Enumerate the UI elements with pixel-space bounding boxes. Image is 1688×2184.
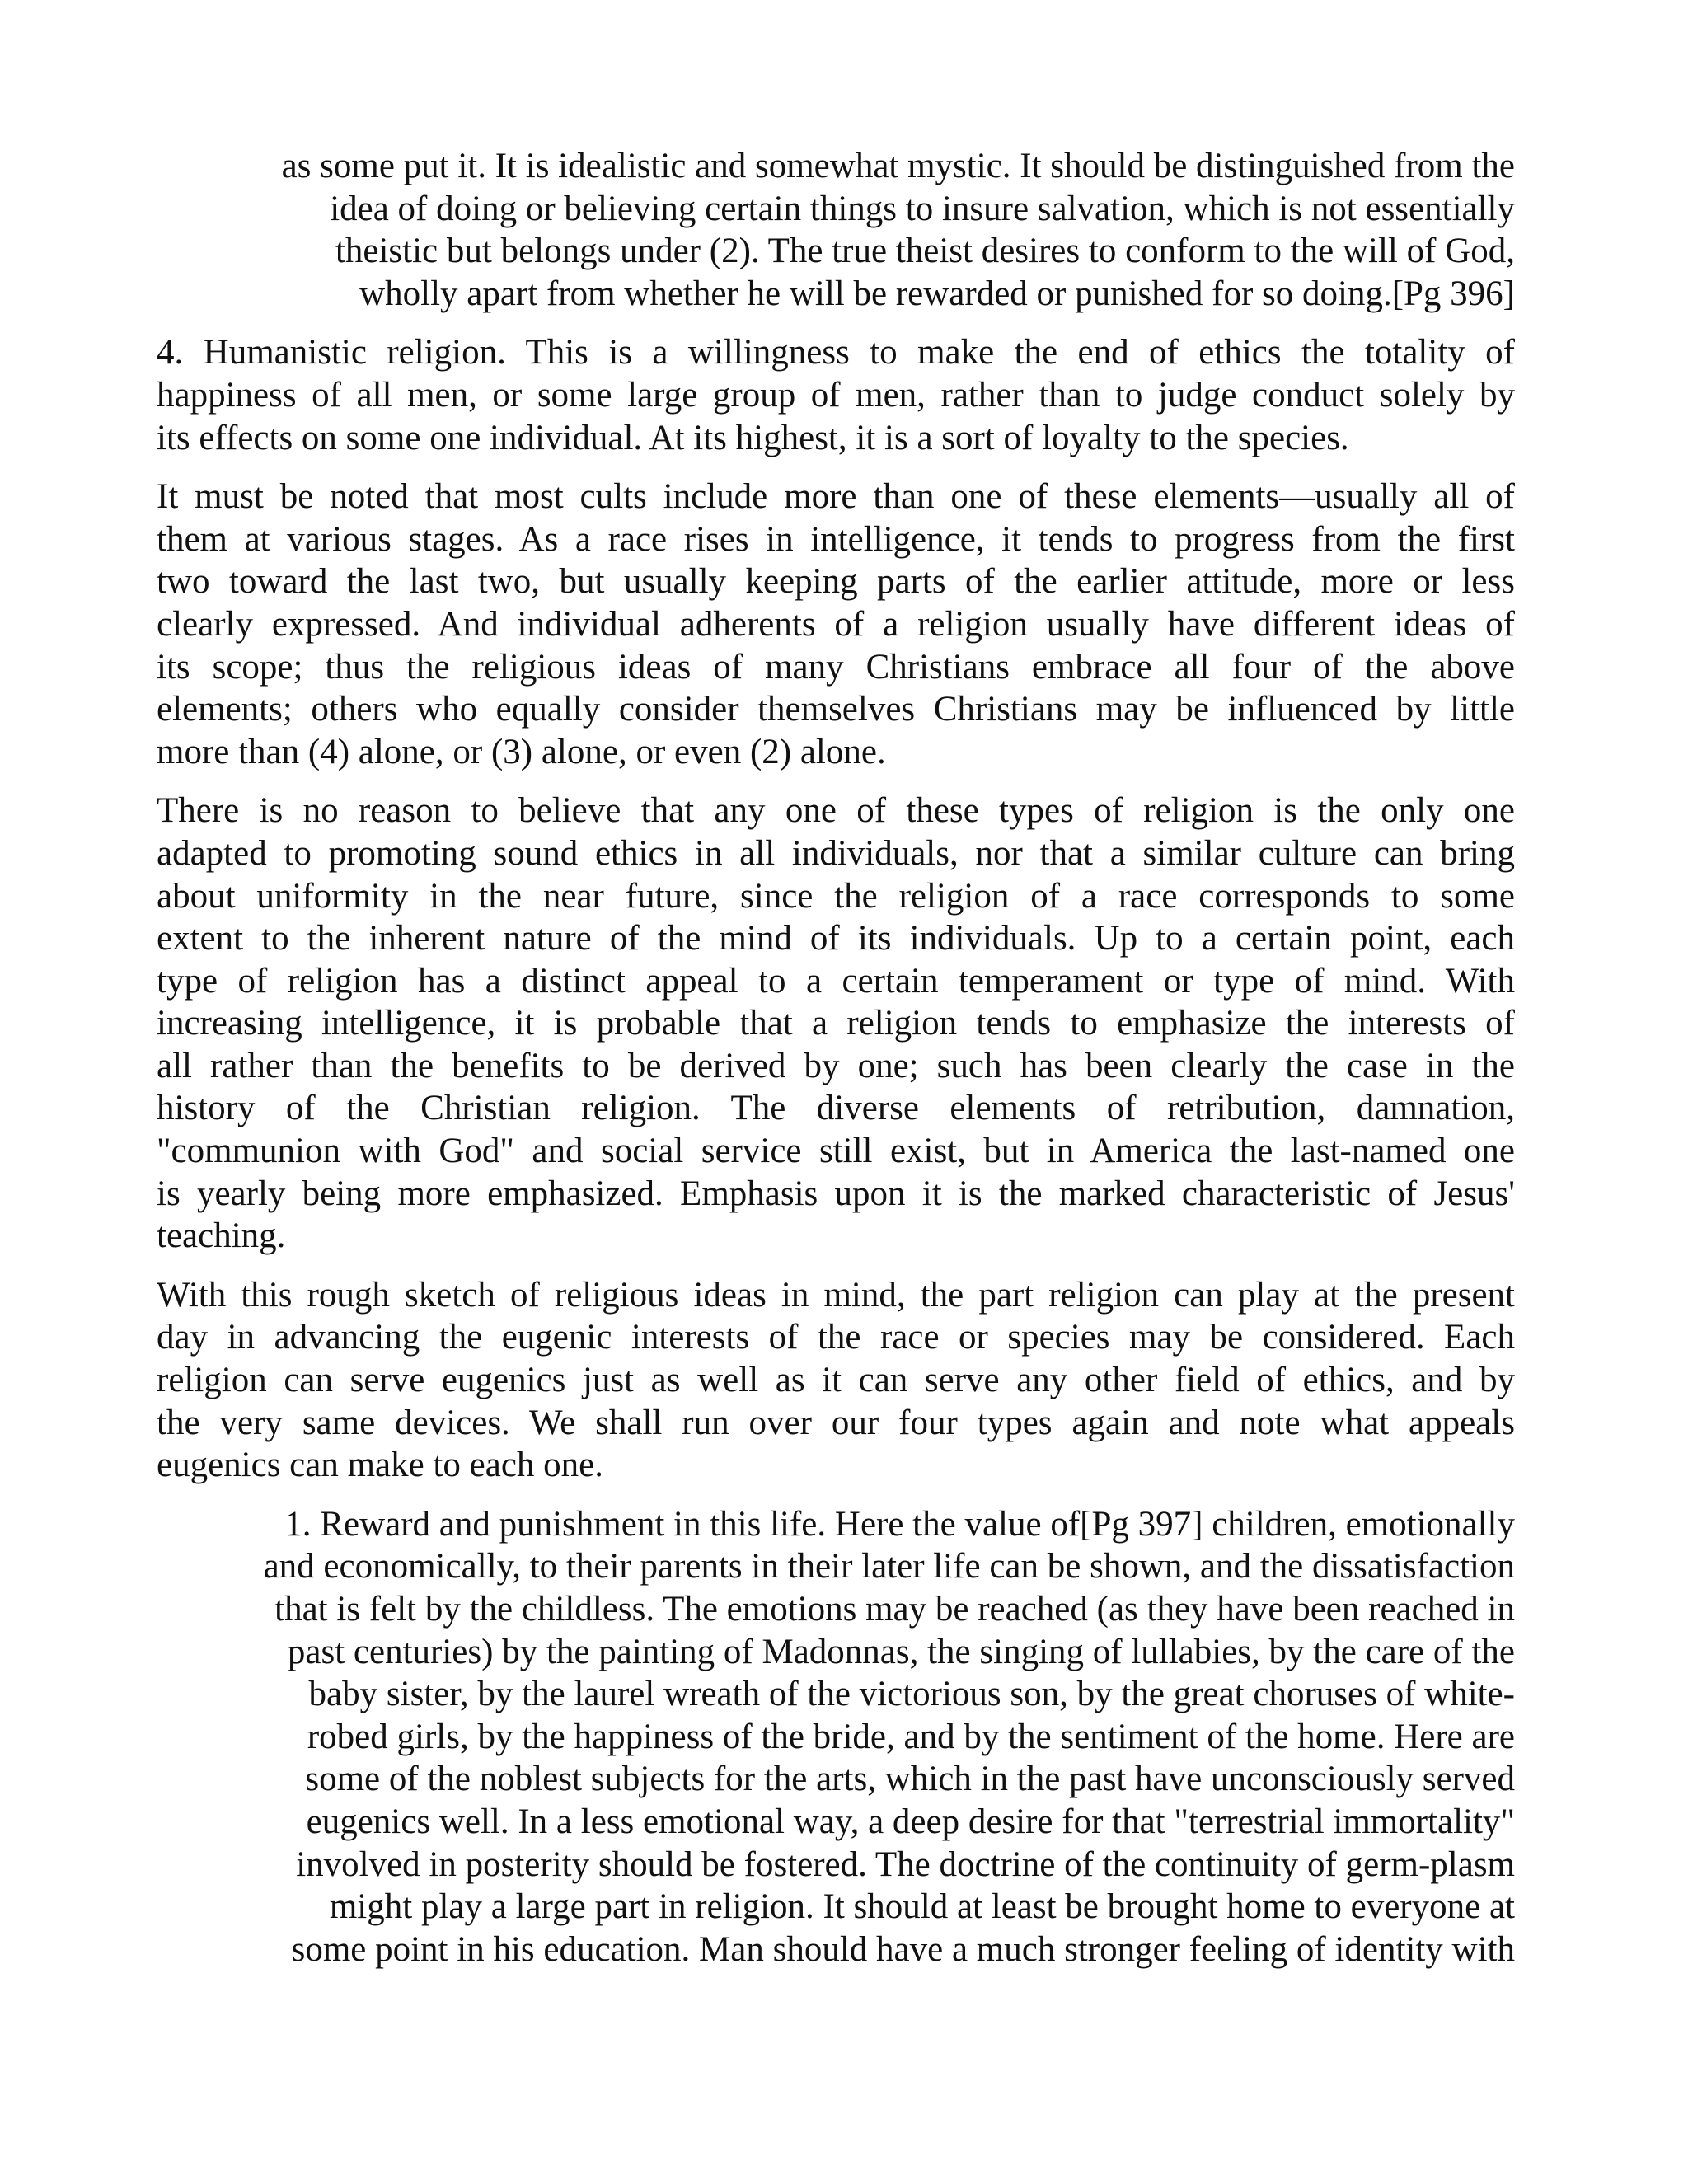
text-line: wholly apart from whether he will be rewarded or punished for so doing.[Pg 396] [359,274,1515,313]
text-line: them at various stages. As a race rises in intelligence, it tends to progress from the first [157,519,1515,559]
text-line: It must be noted that most cults include more than one of these elements—usually all of [157,477,1515,517]
paragraph [157,476,1515,773]
text-line: eugenics well. In a less emotional way, a deep desire for that "terrestrial immortality" [306,1802,1515,1841]
text-line: is yearly being more emphasized. Emphasis upon it is the marked characteristic of Jesus' [157,1174,1515,1213]
text-line: some point in his education. Man should have a much stronger feeling of identity with [291,1929,1515,1969]
text-line: all rather than the benefits to be derived by one; such has been clearly the case in the [157,1046,1515,1085]
text-line: There is no reason to believe that any one of these types of religion is the only one [157,791,1515,831]
text-line: baby sister, by the laurel wreath of the victorious son, by the great choruses of white- [308,1675,1515,1714]
text-line: elements; others who equally consider themselves Christians may be influenced by little [157,690,1515,729]
text-line: 4. Humanistic religion. This is a willingness to make the end of ethics the totality of [157,333,1515,373]
text-line: extent to the inherent nature of the mind of its individuals. Up to a certain point, each [157,919,1515,958]
text-line: history of the Christian religion. The diverse elements of retribution, damnation, [157,1089,1515,1128]
text-line: the very same devices. We shall run over our four types again and note what appeals [157,1403,1515,1442]
text-line: past centuries) by the painting of Madonnas, the singing of lullabies, by the care of the [287,1632,1515,1671]
paragraph [157,145,1515,315]
document-page [157,145,1515,1987]
text-line: adapted to promoting sound ethics in all individuals, nor that a similar culture can bring [157,833,1515,873]
text-line: happiness of all men, or some large group of men, rather than to judge conduct solely by [157,375,1515,415]
text-line: more than (4) alone, or (3) alone, or even (2) alone. [157,732,886,771]
text-line: idea of doing or believing certain things to insure salvation, which is not essentially [330,189,1515,228]
text-line: With this rough sketch of religious ideas in mind, the part religion can play at the present [157,1275,1515,1315]
text-line: teaching. [157,1216,286,1256]
text-line: robed girls, by the happiness of the bride, and by the sentiment of the home. Here are [307,1717,1515,1756]
paragraph [157,1503,1515,1971]
text-line: increasing intelligence, it is probable that a religion tends to emphasize the interests of [157,1004,1515,1043]
paragraph [157,331,1515,459]
paragraph [157,1274,1515,1487]
text-line: about uniformity in the near future, since the religion of a race corresponds to some [157,876,1515,916]
text-line: as some put it. It is idealistic and somewhat mystic. It should be distinguished from the [281,147,1515,185]
text-line: some of the noblest subjects for the arts, which in the past have unconsciously served [305,1760,1515,1799]
text-line: might play a large part in religion. It should at least be brought home to everyone at [329,1887,1515,1927]
text-line: and economically, to their parents in their later life can be shown, and the dissatisfaction [263,1547,1515,1586]
text-line: 1. Reward and punishment in this life. Here the value of[Pg 397] children, emotionally [284,1504,1515,1544]
text-line: type of religion has a distinct appeal to a certain temperament or type of mind. With [157,961,1515,1001]
text-line: its effects on some one individual. At its highest, it is a sort of loyalty to the species. [157,418,1349,457]
text-line: clearly expressed. And individual adherents of a religion usually have different ideas of [157,604,1515,644]
text-line: religion can serve eugenics just as well as it can serve any other field of ethics, and by [157,1361,1515,1400]
paragraph [157,790,1515,1258]
text-line: two toward the last two, but usually keeping parts of the earlier attitude, more or less [157,562,1515,602]
text-line: that is felt by the childless. The emotions may be reached (as they have been reached in [274,1590,1515,1629]
text-line: "communion with God" and social service still exist, but in America the last-named one [157,1132,1515,1171]
text-line: eugenics can make to each one. [157,1446,604,1485]
text-line: involved in posterity should be fostered. The doctrine of the continuity of germ-plasm [296,1844,1515,1884]
text-line: day in advancing the eugenic interests of the race or species may be considered. Each [157,1318,1515,1357]
text-line: theistic but belongs under (2). The true theist desires to conform to the will of God, [335,232,1515,271]
text-line: its scope; thus the religious ideas of many Christians embrace all four of the above [157,647,1515,687]
